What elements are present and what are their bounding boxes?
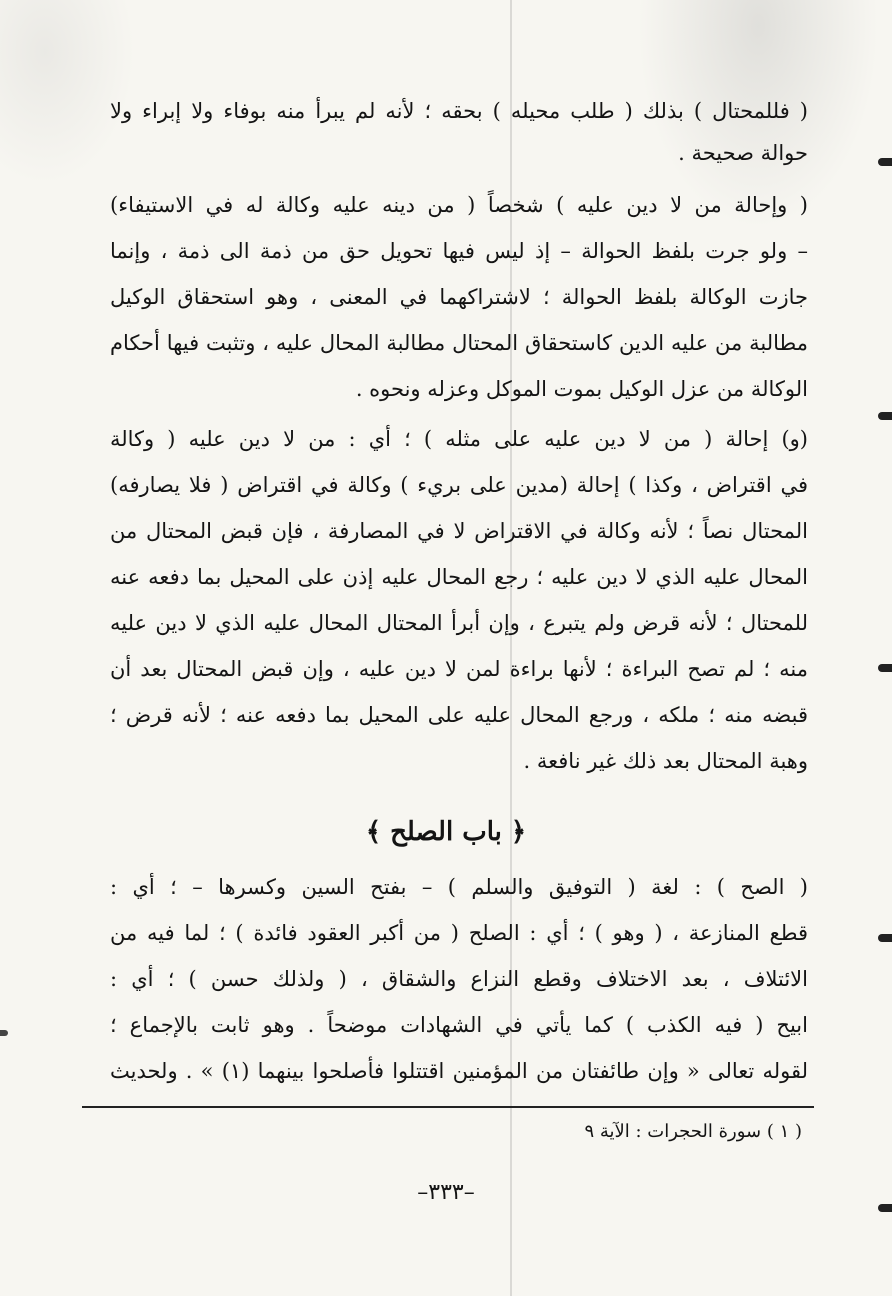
text-line: وهبة المحتال بعد ذلك غير نافعة . — [523, 749, 808, 773]
text-line: منه ؛ لم تصح البراءة ؛ لأنها براءة لمن لا دين عليه ، وإن قبض المحتال بعد أن — [110, 657, 808, 681]
text-line: – ولو جرت بلفظ الحوالة – إذ ليس فيها تحويل حق من ذمة الى ذمة ، وإنما — [110, 239, 808, 263]
text-line: للمحتال ؛ لأنه قرض ولم يتبرع ، وإن أبرأ المحتال المحال عليه الذي لا دين عليه — [110, 611, 808, 635]
text-line: جازت الوكالة بلفظ الحوالة ؛ لاشتراكهما في المعنى ، وهو استحقاق الوكيل — [110, 285, 808, 309]
footnote: ( ١ ) سورة الحجرات : الآية ٩ — [584, 1121, 802, 1142]
section-heading: ﴿ باب الصلح ﴾ — [365, 817, 527, 847]
text-line: قبضه منه ؛ ملكه ، ورجع المحال عليه على المحيل بما دفعه عنه ؛ لأنه قرض ؛ — [110, 703, 808, 727]
edge-mark — [0, 1030, 8, 1036]
edge-mark — [878, 412, 892, 420]
text-line: المحتال نصاً ؛ لأنه وكالة في الاقتراض لا في المصارفة ، فإن قبض المحتال من — [110, 519, 808, 543]
text-line: مطالبة من عليه الدين كاستحقاق المحتال مطالبة المحال عليه ، وتثبت فيها أحكام — [110, 331, 808, 355]
text-line: ( الصح ) : لغة ( التوفيق والسلم ) – بفتح السين وكسرها – ؛ أي : — [110, 875, 808, 899]
text-line: (و) إحالة ( من لا دين عليه على مثله ) ؛ أي : من لا دين عليه ( وكالة — [110, 427, 808, 451]
edge-mark — [878, 664, 892, 672]
page-number: –٣٣٣– — [417, 1180, 475, 1205]
text-line: حوالة صحيحة . — [678, 141, 808, 165]
text-line: ( فللمحتال ) بذلك ( طلب محيله ) بحقه ؛ لأنه لم يبرأ منه بوفاء ولا إبراء ولا — [110, 99, 808, 123]
text-line: المحال عليه الذي لا دين عليه ؛ رجع المحال عليه إذن على المحيل بما دفعه عنه — [110, 565, 808, 589]
edge-mark — [878, 934, 892, 942]
edge-mark — [878, 158, 892, 166]
text-line: لقوله تعالى « وإن طائفتان من المؤمنين اقتتلوا فأصلحوا بينهما (١) » . ولحديث — [110, 1059, 808, 1083]
text-line: ابيح ( فيه الكذب ) كما يأتي في الشهادات موضحاً . وهو ثابت بالإجماع ؛ — [110, 1013, 808, 1037]
footnote-rule — [82, 1106, 814, 1108]
text-line: الائتلاف ، بعد الاختلاف وقطع النزاع والشقاق ، ( ولذلك حسن ) ؛ أي : — [110, 967, 808, 991]
text-line: في اقتراض ، وكذا ) إحالة (مدين على بريء ) وكالة في اقتراض ( فلا يصارفه) — [110, 473, 808, 497]
text-line: الوكالة من عزل الوكيل بموت الموكل وعزله ونحوه . — [355, 377, 808, 401]
text-line: قطع المنازعة ، ( وهو ) ؛ أي : الصلح ( من أكبر العقود فائدة ) ؛ لما فيه من — [110, 921, 808, 945]
text-line: ( وإحالة من لا دين عليه ) شخصاً ( من دينه عليه وكالة له في الاستيفاء) — [110, 193, 808, 217]
